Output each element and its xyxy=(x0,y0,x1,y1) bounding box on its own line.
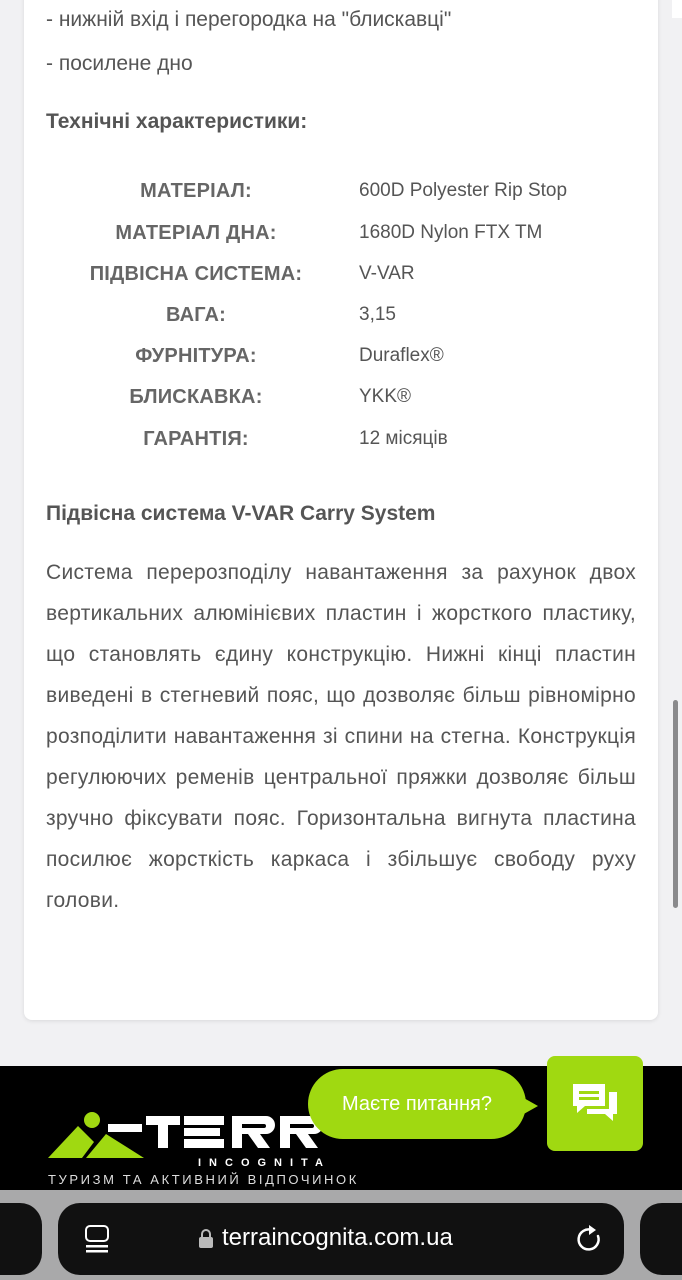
feature-bullet: - нижній вхід і перегородка на "блискавці" xyxy=(46,8,452,31)
spec-key: ВАГА: xyxy=(165,304,227,326)
spec-key: БЛИСКАВКА: xyxy=(129,386,263,408)
footer-tagline: ТУРИЗМ ТА АКТИВНИЙ ВІДПОЧИНОК xyxy=(48,1172,359,1187)
spec-value: 3,15 xyxy=(359,304,396,325)
reader-icon[interactable] xyxy=(84,1224,110,1254)
feature-bullet: - посилене дно xyxy=(46,52,193,75)
next-tab[interactable] xyxy=(640,1203,682,1275)
lock-icon xyxy=(198,1229,214,1249)
spec-key: ПІДВІСНА СИСТЕМА: xyxy=(89,263,303,285)
specs-heading: Технічні характеристики: xyxy=(46,110,308,133)
chat-icon xyxy=(571,1082,619,1126)
spec-value: YKK® xyxy=(359,386,412,407)
spec-row xyxy=(46,180,636,220)
spec-value: 1680D Nylon FTX TM xyxy=(359,222,543,243)
spec-row xyxy=(46,263,636,303)
system-description: Система перерозподілу навантаження за рахунок двох вертикальних алюмінієвих пластин і жорсткого пластику, що становлять єдину конструкцію. Нижні кінці пластин виведені в стегневий пояс, що дозволяє більш рівномірно розподілити навантаження зі спини на стегна. Конструкція регулюючих ременів центральної пряжки дозволяє більш зручно фіксувати пояс. Горизонтальна вигнута пластина посилює жорсткість каркаса і збільшує свободу руху голови. xyxy=(46,561,636,912)
spec-row xyxy=(46,428,636,468)
previous-tab[interactable] xyxy=(0,1203,42,1275)
spec-key: МАТЕРІАЛ: xyxy=(140,180,252,202)
system-heading: Підвісна система V-VAR Carry System xyxy=(46,502,436,525)
chat-button[interactable] xyxy=(547,1056,643,1151)
spec-row xyxy=(46,345,636,385)
reload-icon[interactable] xyxy=(576,1224,604,1254)
chat-prompt-bubble[interactable]: Маєте питання? xyxy=(308,1069,526,1139)
spec-value: 600D Polyester Rip Stop xyxy=(359,180,568,201)
logo-subtext: INCOGNITA xyxy=(198,1157,331,1169)
spec-row xyxy=(46,386,636,426)
spec-key: ФУРНІТУРА: xyxy=(135,345,257,367)
spec-value: 12 місяців xyxy=(359,428,448,449)
spec-row xyxy=(46,304,636,344)
url-text[interactable]: terraincognita.com.ua xyxy=(222,1224,453,1251)
spec-key: МАТЕРІАЛ ДНА: xyxy=(115,222,277,244)
spec-row xyxy=(46,222,636,262)
scrollbar[interactable] xyxy=(673,700,678,908)
spec-value: V-VAR xyxy=(359,263,415,284)
spec-value: Duraflex® xyxy=(359,345,444,366)
spec-key: ГАРАНТІЯ: xyxy=(143,428,249,450)
top-edge xyxy=(672,0,682,18)
